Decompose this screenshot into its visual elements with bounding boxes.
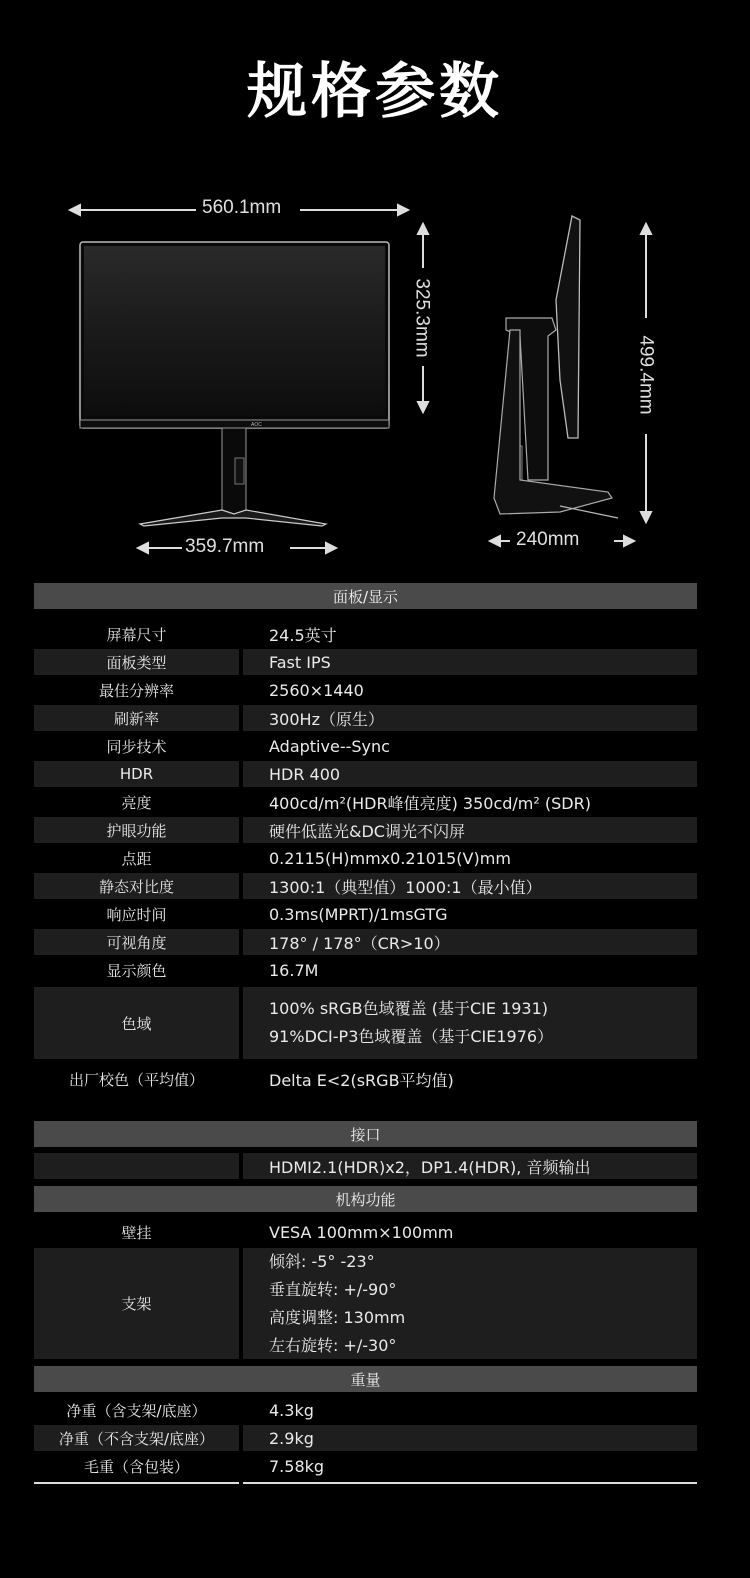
spec-label: 净重（含支架/底座） <box>66 1401 207 1420</box>
stand-height: 高度调整: 130mm <box>269 1307 406 1327</box>
spec-row <box>34 1453 697 1479</box>
section-ports: 接口 <box>34 1121 697 1147</box>
spec-row <box>34 649 697 675</box>
spec-value: 硬件低蓝光&DC调光不闪屏 <box>243 817 697 843</box>
spec-row-wall-mount <box>34 1218 697 1246</box>
spec-label: 可视角度 <box>34 929 239 955</box>
front-width-label: 560.1mm <box>202 197 282 218</box>
spec-row <box>34 901 697 927</box>
spec-row <box>34 817 697 843</box>
spec-value: 0.3ms(MPRT)/1msGTG <box>269 904 448 924</box>
section-panel: 面板/显示 <box>34 583 697 609</box>
spec-value: 2.9kg <box>243 1425 697 1451</box>
stand-swivel: 左右旋转: +/-30° <box>269 1335 397 1355</box>
dimension-diagram <box>0 180 750 580</box>
spec-row-gamut <box>34 987 697 1059</box>
spec-label: 色域 <box>34 987 239 1059</box>
spec-value: 400cd/m²(HDR峰值亮度) 350cd/m² (SDR) <box>269 793 591 813</box>
spec-value: 1300:1（典型值）1000:1（最小值） <box>243 873 697 899</box>
spec-label: 最佳分辨率 <box>98 681 174 700</box>
spec-value: Fast IPS <box>243 649 697 675</box>
table-bottom-rule-right <box>243 1482 697 1484</box>
base-width-label: 359.7mm <box>185 536 265 557</box>
spec-row-stand <box>34 1248 697 1359</box>
spec-value: Adaptive--Sync <box>269 736 390 756</box>
spec-row <box>34 957 697 983</box>
spec-row <box>34 705 697 731</box>
side-depth-label: 240mm <box>516 529 580 550</box>
section-mechanics: 机构功能 <box>34 1186 697 1212</box>
spec-row <box>34 789 697 815</box>
spec-row <box>34 677 697 703</box>
side-view <box>494 216 618 518</box>
spec-label: 点距 <box>121 849 152 868</box>
spec-row <box>34 761 697 787</box>
spec-label: HDR <box>34 761 239 787</box>
stand-pivot: 垂直旋转: +/-90° <box>269 1279 397 1299</box>
spec-label: 面板类型 <box>34 649 239 675</box>
monitor-logo: AOC <box>251 422 262 428</box>
spec-row <box>34 873 697 899</box>
spec-row <box>34 733 697 759</box>
spec-label: 毛重（含包装） <box>83 1457 189 1476</box>
spec-label: 静态对比度 <box>34 873 239 899</box>
spec-row <box>34 621 697 647</box>
spec-row <box>34 929 697 955</box>
spec-label: 刷新率 <box>34 705 239 731</box>
side-height-label: 499.4mm <box>635 335 657 415</box>
spec-label: 护眼功能 <box>34 817 239 843</box>
spec-value: Delta E<2(sRGB平均值) <box>269 1070 454 1090</box>
spec-value: 4.3kg <box>269 1400 314 1420</box>
spec-label: 同步技术 <box>106 737 167 756</box>
spec-value: 300Hz（原生） <box>243 705 697 731</box>
spec-value: 7.58kg <box>269 1456 325 1476</box>
spec-value: 2560×1440 <box>269 680 364 700</box>
spec-label <box>34 1153 239 1179</box>
spec-label: 净重（不含支架/底座） <box>34 1425 239 1451</box>
spec-label: 亮度 <box>121 793 152 812</box>
section-weight: 重量 <box>34 1366 697 1392</box>
spec-value: VESA 100mm×100mm <box>269 1222 454 1242</box>
spec-value: 24.5英寸 <box>269 625 337 645</box>
spec-row <box>34 1425 697 1451</box>
spec-row <box>34 845 697 871</box>
spec-label: 出厂校色（平均值） <box>68 1070 204 1089</box>
spec-label: 显示颜色 <box>106 961 167 980</box>
gamut-line-2: 91%DCI-P3色域覆盖（基于CIE1976） <box>269 1027 554 1046</box>
spec-value: HDR 400 <box>243 761 697 787</box>
front-view <box>80 242 389 526</box>
spec-value: 0.2115(H)mmx0.21015(V)mm <box>269 848 511 868</box>
spec-value: 178° / 178°（CR>10） <box>243 929 697 955</box>
spec-row-calibration <box>34 1066 697 1092</box>
spec-label: 壁挂 <box>121 1223 152 1242</box>
table-bottom-rule-left <box>34 1482 239 1484</box>
spec-row <box>34 1397 697 1423</box>
spec-value <box>243 987 697 1059</box>
gamut-line-1: 100% sRGB色域覆盖 (基于CIE 1931) <box>269 999 549 1018</box>
stand-tilt: 倾斜: -5° -23° <box>269 1251 375 1271</box>
spec-label: 屏幕尺寸 <box>106 625 167 644</box>
spec-value <box>243 1248 697 1359</box>
front-height-label: 325.3mm <box>411 278 433 358</box>
spec-value: HDMI2.1(HDR)x2，DP1.4(HDR), 音频输出 <box>243 1153 697 1179</box>
spec-label: 支架 <box>34 1248 239 1359</box>
spec-label: 响应时间 <box>106 905 167 924</box>
page-title: 规格参数 <box>247 57 503 127</box>
spec-row-ports <box>34 1153 697 1179</box>
spec-value: 16.7M <box>269 960 319 980</box>
